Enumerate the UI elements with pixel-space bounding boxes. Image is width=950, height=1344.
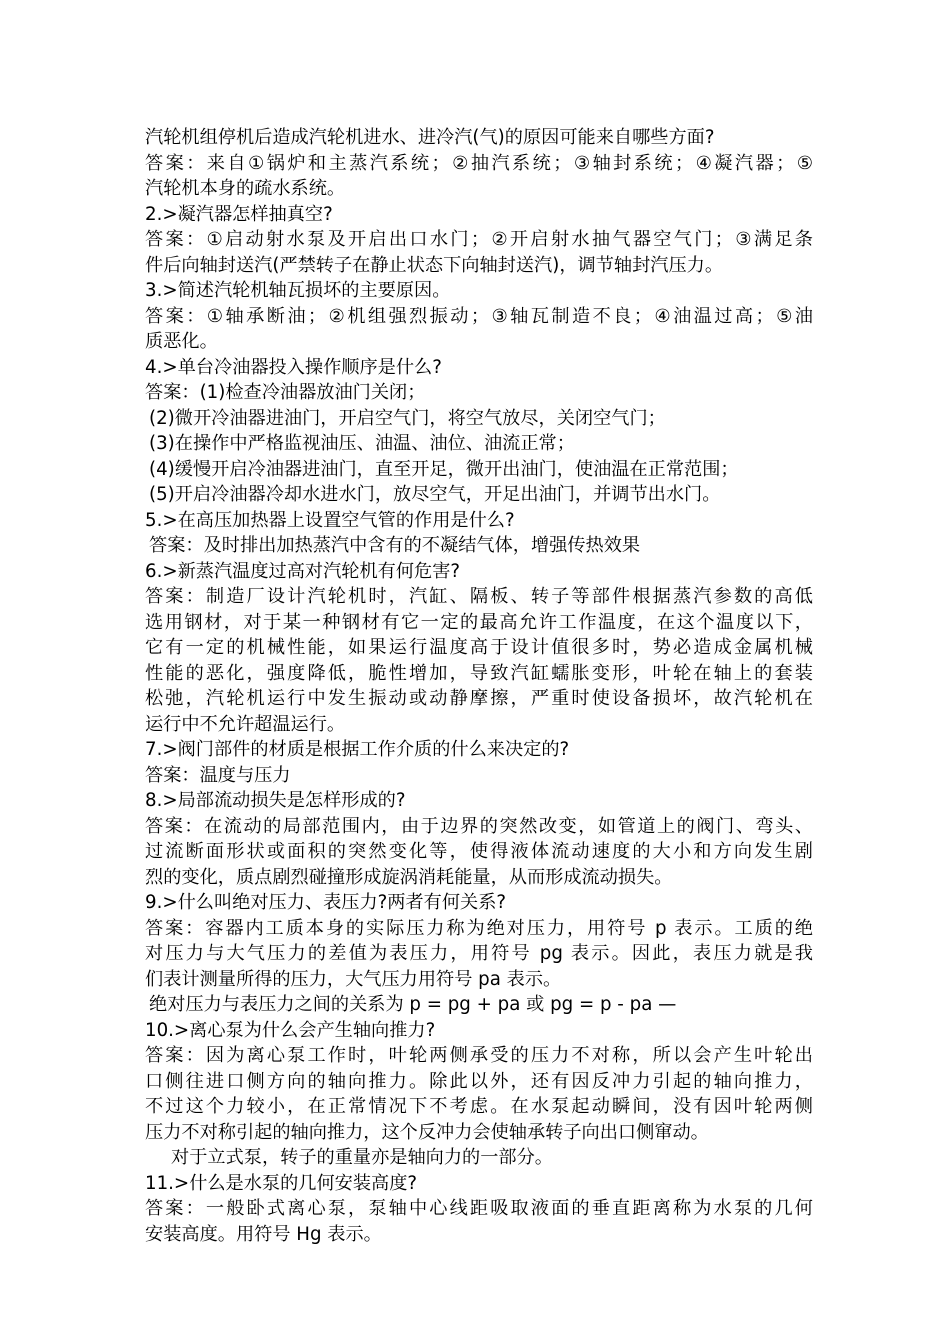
- answer-line: 对压力与大气压力的差值为表压力，用符号 pg 表示。因此，表压力就是我: [145, 943, 813, 964]
- answer-line: 答案：因为离心泵工作时，叶轮两侧承受的压力不对称，所以会产生叶轮出: [145, 1045, 813, 1066]
- answer-line: 件后向轴封送汽(严禁转子在静止状态下向轴封送汽)，调节轴封汽压力。: [145, 254, 724, 276]
- question-line: 6.>新蒸汽温度过高对汽轮机有何危害?: [145, 560, 461, 582]
- answer-line: 不过这个力较小，在正常情况下不考虑。在水泵起动瞬间，没有因叶轮两侧: [145, 1096, 813, 1117]
- answer-line: 压力不对称引起的轴向推力，这个反冲力会使轴承转子向出口侧窜动。: [145, 1121, 709, 1143]
- answer-line: (4)缓慢开启冷油器进油门，直至开足，微开出油门，使油温在正常范围；: [149, 458, 739, 480]
- answer-line: 选用钢材，对于某一种钢材有它一定的最高允许工作温度，在这个温度以下，: [145, 611, 813, 633]
- question-line: 3.>简述汽轮机轴瓦损坏的主要原因。: [145, 280, 451, 301]
- answer-line: 它有一定的机械性能，如果运行温度高于设计值很多时，势必造成金属机械: [145, 637, 813, 658]
- answer-line: 答案：容器内工质本身的实际压力称为绝对压力，用符号 p 表示。工质的绝: [145, 917, 813, 939]
- answer-line: 口侧往进口侧方向的轴向推力。除此以外，还有因反冲力引起的轴向推力，: [145, 1070, 813, 1092]
- answer-line: 答案：制造厂设计汽轮机时，汽缸、隔板、转子等部件根据蒸汽参数的高低: [145, 586, 813, 607]
- answer-line: (5)开启冷油器冷却水进水门，放尽空气，开足出油门，并调节出水门。: [149, 484, 721, 505]
- document-page: [145, 125, 813, 1247]
- answer-line: 烈的变化，质点剧烈碰撞形成旋涡消耗能量，从而形成流动损失。: [145, 866, 673, 888]
- question-line: 7.>阀门部件的材质是根据工作介质的什么来决定的?: [145, 739, 570, 760]
- answer-line: 答案：一般卧式离心泵，泵轴中心线距吸取液面的垂直距离称为水泵的几何: [145, 1198, 813, 1219]
- answer-line: 答案：及时排出加热蒸汽中含有的不凝结气体，增强传热效果: [149, 535, 641, 556]
- answer-line: 松弛，汽轮机运行中发生振动或动静摩擦，严重时使设备损坏，故汽轮机在: [145, 688, 813, 709]
- formula-line: 绝对压力与表压力之间的关系为 p = pg + pa 或 pg = p - pa —: [149, 994, 677, 1015]
- question-line: 11.>什么是水泵的几何安装高度?: [145, 1172, 418, 1194]
- answer-line: 答案：在流动的局部范围内，由于边界的突然改变，如管道上的阀门、弯头、: [145, 815, 813, 837]
- answer-line: 们表计测量所得的压力，大气压力用符号 pa 表示。: [145, 968, 562, 990]
- question-line: 10.>离心泵为什么会产生轴向推力?: [145, 1019, 436, 1041]
- answer-line: 过流断面形状或面积的突然变化等，使得液体流动速度的大小和方向发生剧: [145, 841, 813, 862]
- answer-line: 答案：①轴承断油；②机组强烈振动；③轴瓦制造不良；④油温过高；⑤油: [145, 305, 813, 327]
- answer-line: 汽轮机本身的疏水系统。: [145, 178, 346, 199]
- answer-line: 运行中不允许超温运行。: [145, 713, 346, 735]
- question-line: 4.>单台冷油器投入操作顺序是什么?: [145, 356, 442, 378]
- answer-line: 性能的恶化，强度降低，脆性增加，导致汽缸蠕胀变形，叶轮在轴上的套装: [145, 662, 813, 684]
- answer-line: 答案：温度与压力: [145, 764, 291, 786]
- question-line: 2.>凝汽器怎样抽真空?: [145, 203, 333, 225]
- question-line: 5.>在高压加热器上设置空气管的作用是什么?: [145, 509, 515, 531]
- answer-line: (3)在操作中严格监视油压、油温、油位、油流正常；: [149, 433, 575, 454]
- answer-line: 答案：(1)检查冷油器放油门关闭；: [145, 382, 426, 403]
- answer-line: 答案：①启动射水泵及开启出口水门；②开启射水抽气器空气门；③满足条: [145, 229, 813, 250]
- question-line: 8.>局部流动损失是怎样形成的?: [145, 790, 406, 811]
- answer-line: 质恶化。: [145, 331, 218, 352]
- answer-line: 安装高度。用符号 Hg 表示。: [145, 1223, 382, 1245]
- answer-line: (2)微开冷油器进油门，开启空气门，将空气放尽，关闭空气门；: [149, 407, 666, 429]
- answer-line: 答案：来自①锅炉和主蒸汽系统；②抽汽系统；③轴封系统；④凝汽器；⑤: [145, 152, 813, 174]
- question-line: 9.>什么叫绝对压力、表压力?两者有何关系?: [145, 892, 507, 913]
- question-line: 汽轮机组停机后造成汽轮机进水、进冷汽(气)的原因可能来自哪些方面?: [145, 127, 715, 148]
- answer-line: 对于立式泵，转子的重量亦是轴向力的一部分。: [171, 1147, 553, 1168]
